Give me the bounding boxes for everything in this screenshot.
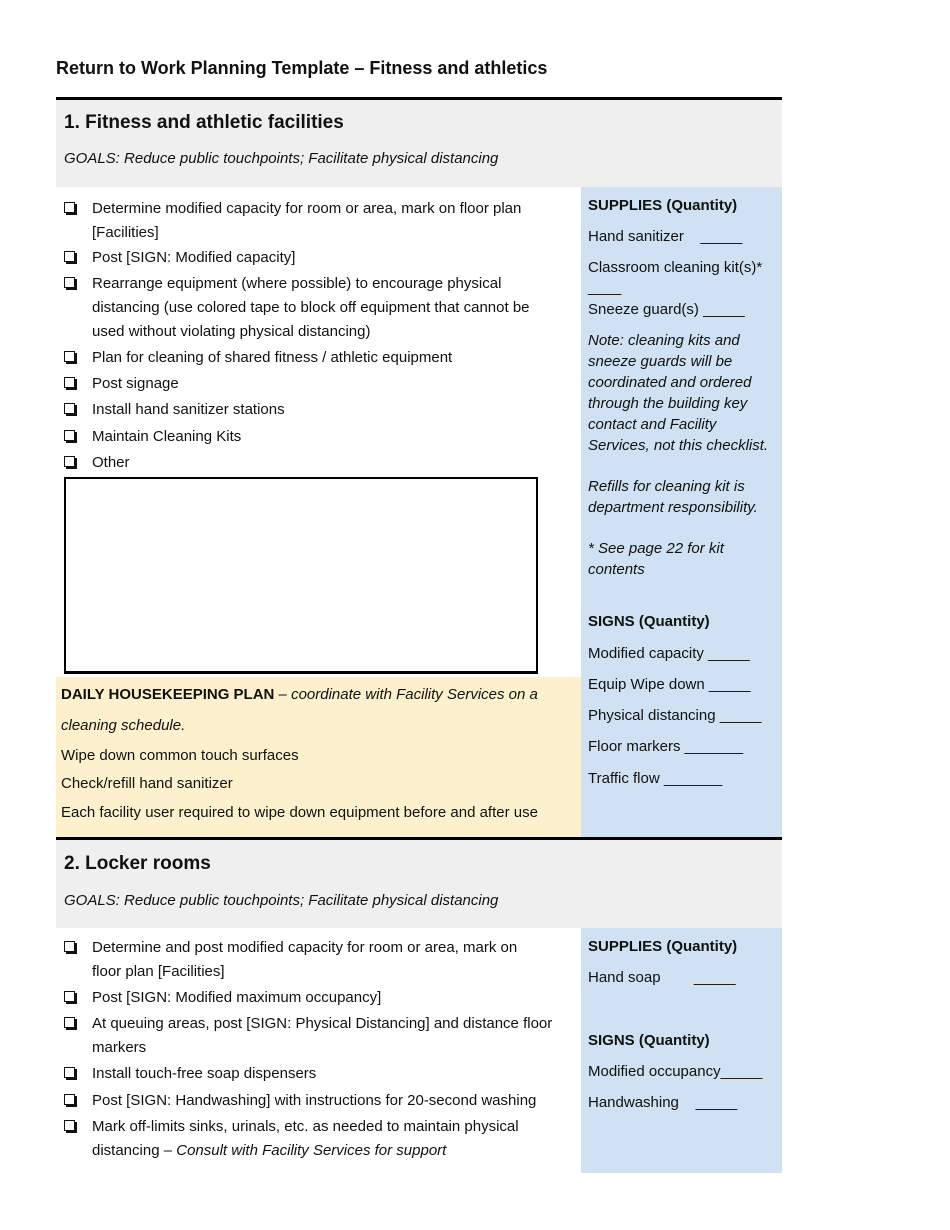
checklist-item-text: Plan for cleaning of shared fitness / athletic equipment <box>92 349 453 366</box>
checklist-item-text: used without violating physical distancing) <box>92 323 371 340</box>
checkbox-icon[interactable] <box>64 991 75 1002</box>
supplies-note: * See page 22 for kit contents <box>588 540 724 578</box>
checklist-item[interactable] <box>64 451 564 475</box>
document-title: Return to Work Planning Template – Fitness and athletics <box>56 58 548 78</box>
checklist-item[interactable] <box>64 246 564 270</box>
checklist-item-text: [Facilities] <box>92 224 159 241</box>
checklist-item[interactable] <box>64 1115 564 1163</box>
housekeeping-item: Check/refill hand sanitizer <box>61 775 233 792</box>
checklist-item[interactable] <box>64 1062 564 1086</box>
checklist-item-text: markers <box>92 1039 147 1056</box>
supplies-note: Note: cleaning kits and sneeze guards will be coordinated and ordered through the building key contact and Facility Services, not this checklist. <box>588 332 769 454</box>
supply-item: ____ <box>588 279 622 296</box>
checkbox-icon[interactable] <box>64 456 75 467</box>
checklist-item-text: Other <box>92 454 130 471</box>
housekeeping-item: Each facility user required to wipe down equipment before and after use <box>61 804 538 821</box>
checklist-item[interactable] <box>64 372 564 396</box>
daily-housekeeping-plan <box>56 677 581 837</box>
checkbox-icon[interactable] <box>64 351 75 362</box>
housekeeping-subtitle: coordinate with Facility Services on a <box>291 686 538 703</box>
checklist-item[interactable] <box>64 936 564 984</box>
section-1-goals: GOALS: Reduce public touchpoints; Facilitate physical distancing <box>64 150 499 167</box>
section-2-title: 2. Locker rooms <box>64 853 211 874</box>
sign-item: Traffic flow _______ <box>588 770 723 787</box>
checklist-item-text-italic: Consult with Facility Services for support <box>176 1142 447 1159</box>
sign-item: Physical distancing _____ <box>588 707 762 724</box>
supplies-note: Refills for cleaning kit is department responsibility. <box>588 478 758 516</box>
checkbox-icon[interactable] <box>64 1017 75 1028</box>
checklist-item-text: Post signage <box>92 375 179 392</box>
sign-item: Modified occupancy_____ <box>588 1063 763 1080</box>
section-1-header <box>56 97 782 187</box>
checklist-item-text: Rearrange equipment (where possible) to encourage physical <box>92 275 502 292</box>
checkbox-icon[interactable] <box>64 1120 75 1131</box>
section-1-side-panel <box>581 187 782 837</box>
sign-item: Floor markers _______ <box>588 738 744 755</box>
checkbox-icon[interactable] <box>64 1067 75 1078</box>
supply-item: Hand sanitizer _____ <box>588 228 743 245</box>
checkbox-icon[interactable] <box>64 277 75 288</box>
section-2-body <box>56 928 782 1173</box>
checklist-item[interactable] <box>64 272 564 344</box>
checklist-item-text: distancing – <box>92 1142 177 1159</box>
checklist-item[interactable] <box>64 1012 564 1060</box>
housekeeping-subtitle: cleaning schedule. <box>61 717 186 734</box>
checkbox-icon[interactable] <box>64 941 75 952</box>
checklist-item[interactable] <box>64 986 564 1010</box>
signs-heading: SIGNS (Quantity) <box>588 613 710 630</box>
supply-item: Sneeze guard(s) _____ <box>588 301 745 318</box>
checkbox-icon[interactable] <box>64 403 75 414</box>
supply-item: Classroom cleaning kit(s)* <box>588 259 763 276</box>
checklist-item-text: At queuing areas, post [SIGN: Physical Distancing] and distance floor <box>92 1015 553 1032</box>
checklist-item[interactable] <box>64 346 564 370</box>
checklist-item[interactable] <box>64 398 564 422</box>
checklist-item-text: Determine modified capacity for room or area, mark on floor plan <box>92 200 522 217</box>
section-1-title: 1. Fitness and athletic facilities <box>64 112 344 133</box>
checkbox-icon[interactable] <box>64 430 75 441</box>
section-2-header <box>56 837 782 928</box>
section-2-goals: GOALS: Reduce public touchpoints; Facilitate physical distancing <box>64 892 499 909</box>
sign-item: Modified capacity _____ <box>588 645 750 662</box>
checklist-item-text: Post [SIGN: Modified capacity] <box>92 249 296 266</box>
checkbox-icon[interactable] <box>64 1094 75 1105</box>
section-1-body <box>56 187 782 837</box>
checkbox-icon[interactable] <box>64 202 75 213</box>
supplies-heading: SUPPLIES (Quantity) <box>588 197 738 214</box>
signs-heading: SIGNS (Quantity) <box>588 1032 710 1049</box>
section-2-side-panel <box>581 928 782 1173</box>
checklist-item-text: Install hand sanitizer stations <box>92 401 285 418</box>
checkbox-icon[interactable] <box>64 377 75 388</box>
supply-item: Hand soap _____ <box>588 969 736 986</box>
checklist-item-text: Post [SIGN: Handwashing] with instructions for 20-second washing <box>92 1092 537 1109</box>
housekeeping-heading: DAILY HOUSEKEEPING PLAN <box>61 686 275 703</box>
checklist-item-text: Post [SIGN: Modified maximum occupancy] <box>92 989 382 1006</box>
housekeeping-separator: – <box>274 686 292 703</box>
sign-item: Handwashing _____ <box>588 1094 738 1111</box>
other-notes-textbox[interactable] <box>64 477 538 674</box>
checklist-item-text: Determine and post modified capacity for room or area, mark on <box>92 939 518 956</box>
checklist-item-text: Install touch-free soap dispensers <box>92 1065 317 1082</box>
checklist-item[interactable] <box>64 197 564 245</box>
checklist-item[interactable] <box>64 1089 564 1113</box>
supplies-heading: SUPPLIES (Quantity) <box>588 938 738 955</box>
checklist-item-text: distancing (use colored tape to block off equipment that cannot be <box>92 299 530 316</box>
checklist-item-text: Mark off-limits sinks, urinals, etc. as needed to maintain physical <box>92 1118 519 1135</box>
housekeeping-item: Wipe down common touch surfaces <box>61 747 299 764</box>
checkbox-icon[interactable] <box>64 251 75 262</box>
checklist-item-text: Maintain Cleaning Kits <box>92 428 242 445</box>
checklist-item[interactable] <box>64 425 564 449</box>
sign-item: Equip Wipe down _____ <box>588 676 751 693</box>
checklist-item-text: floor plan [Facilities] <box>92 963 225 980</box>
